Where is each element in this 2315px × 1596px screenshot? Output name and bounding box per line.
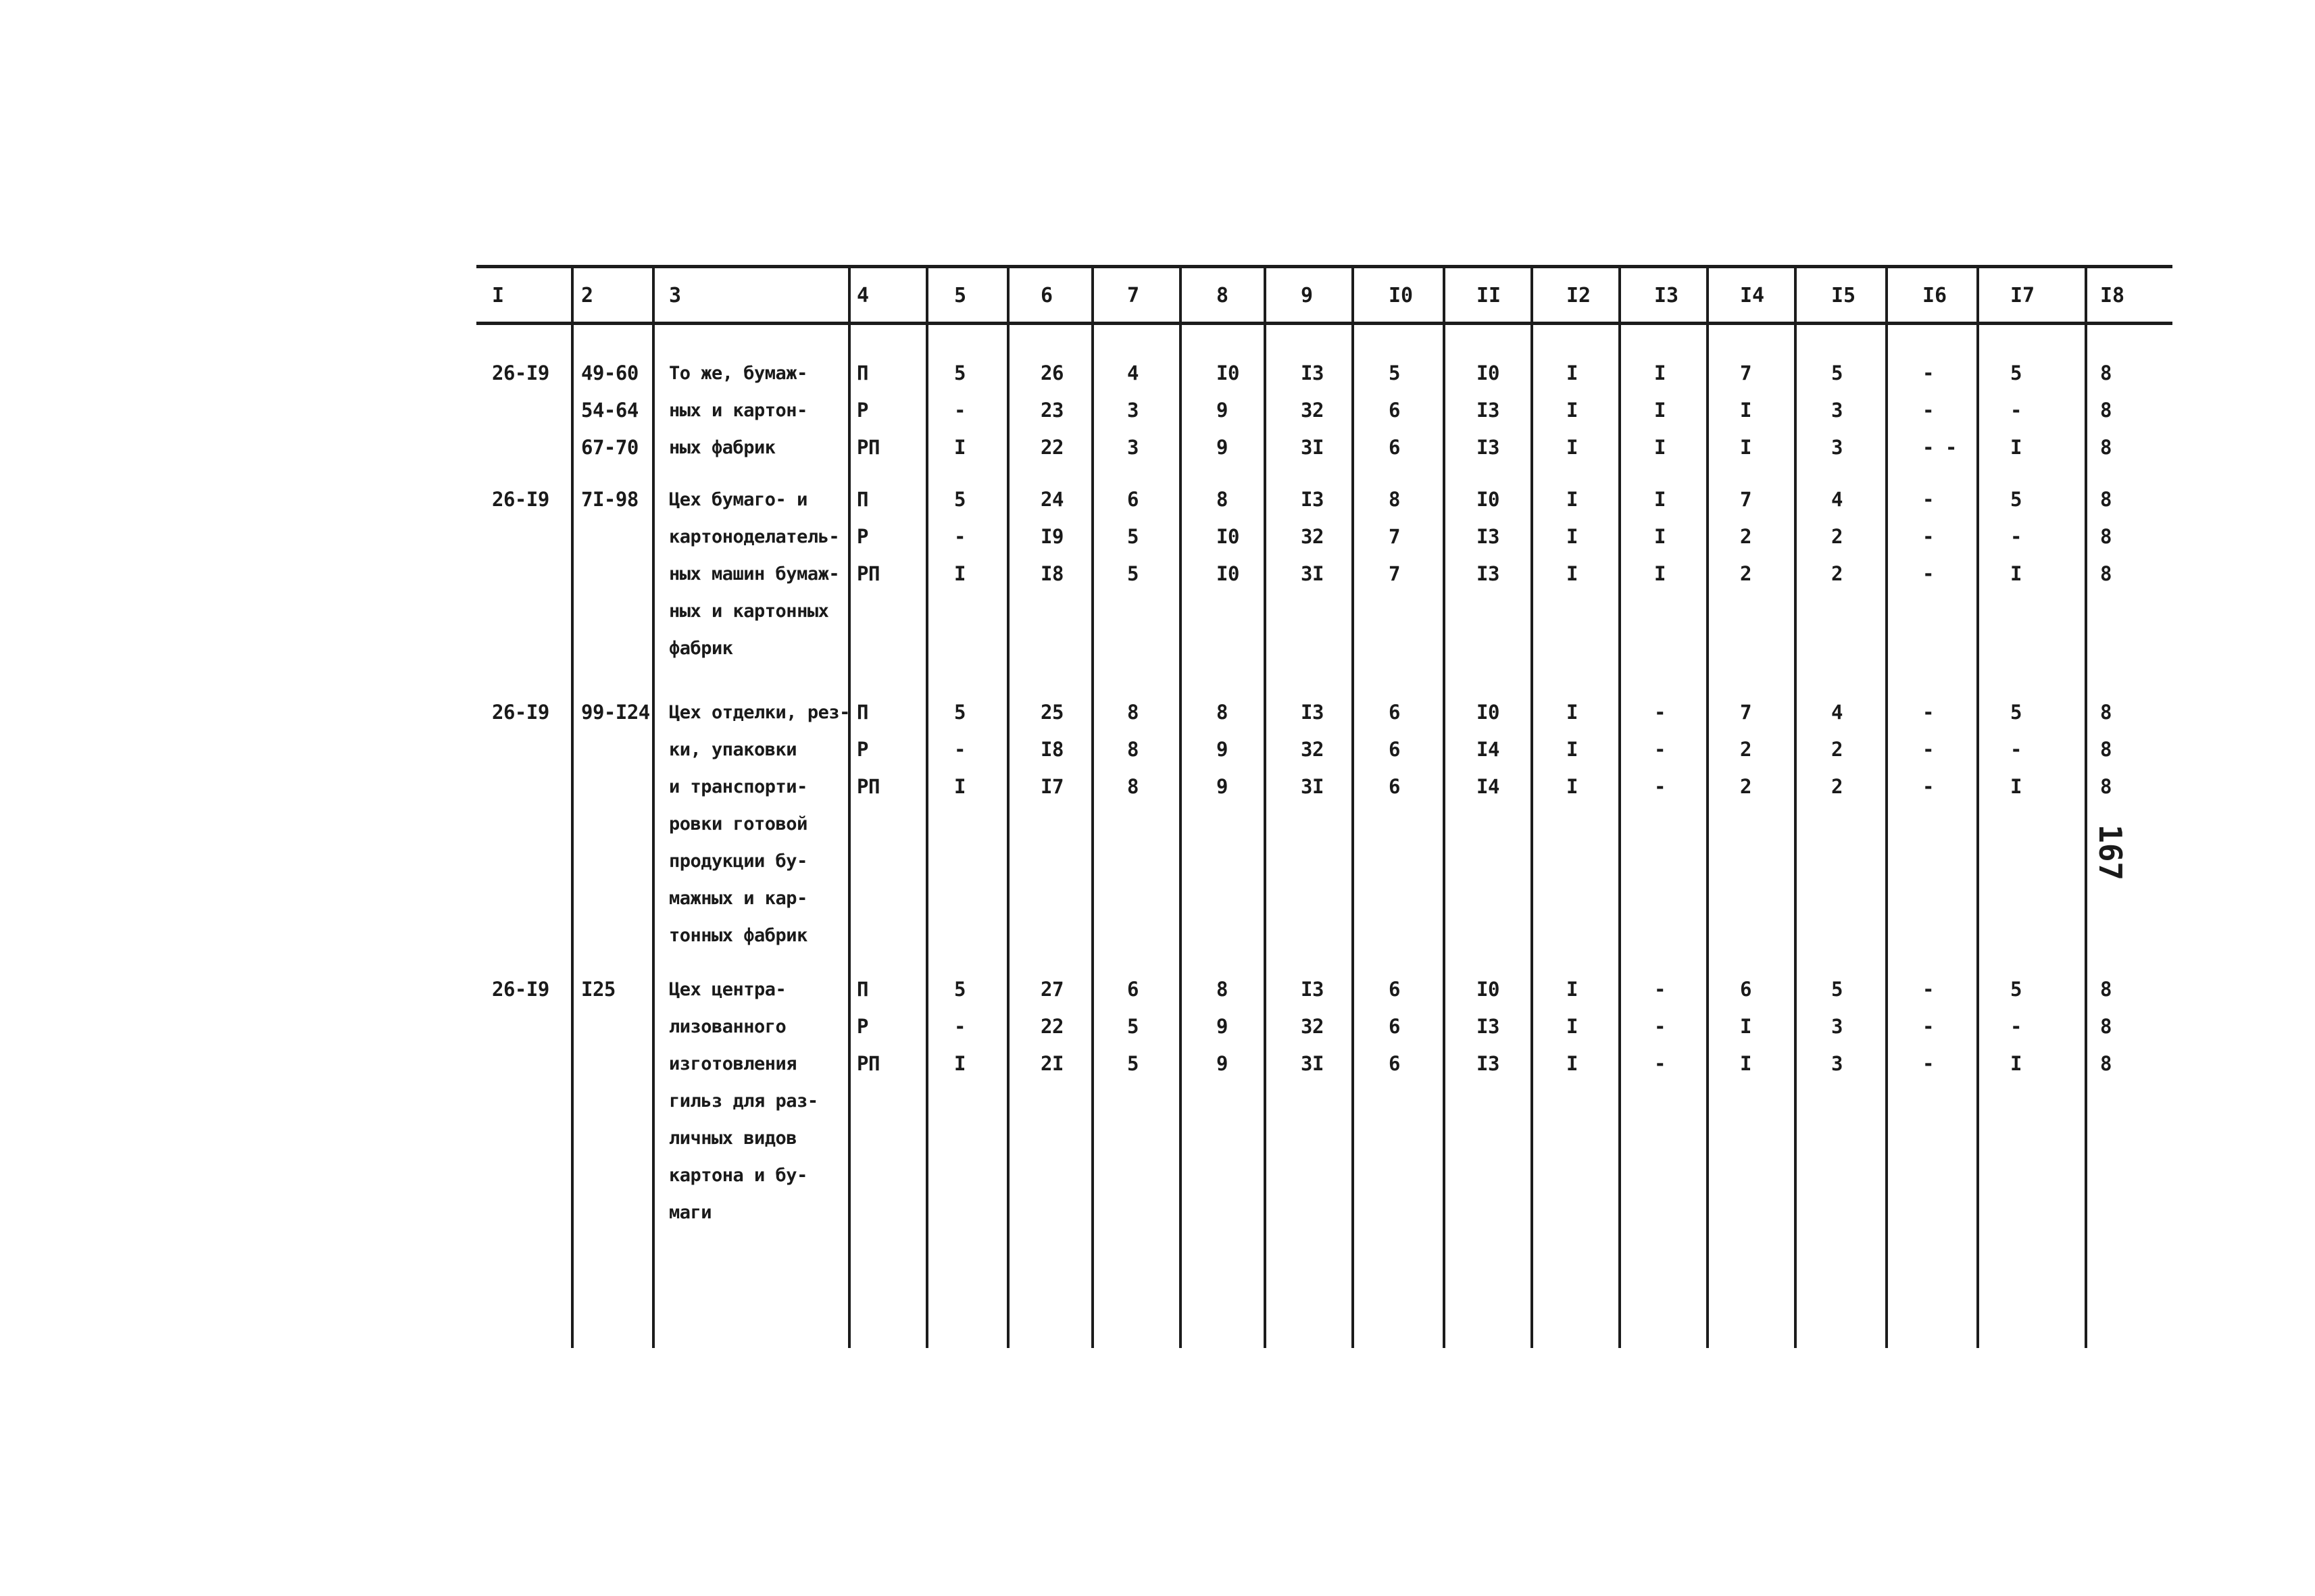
row-description-line: фабрик	[669, 638, 733, 659]
table-cell: 2	[1831, 525, 1843, 548]
table-cell: 7	[1389, 525, 1400, 548]
table-cell: 3	[1127, 399, 1139, 422]
table-cell: I	[1654, 436, 1666, 459]
table-cell: -	[1922, 1015, 1934, 1038]
row-description-line: маги	[669, 1202, 712, 1223]
table-cell: 2	[1740, 525, 1751, 548]
table-cell: I0	[1216, 361, 1239, 384]
column-divider	[1794, 267, 1797, 1348]
column-header-3: 3	[669, 284, 682, 307]
table-cell: I3	[1301, 978, 1324, 1001]
column-header-8: 8	[1216, 284, 1229, 307]
column-header-11: II	[1476, 284, 1501, 307]
table-cell: I	[1566, 775, 1578, 798]
table-cell: 25	[1041, 701, 1064, 724]
column-divider	[1976, 267, 1979, 1348]
row-description-line: продукции бу-	[669, 851, 807, 872]
column-header-9: 9	[1301, 284, 1314, 307]
column-divider	[571, 267, 574, 1348]
table-cell: 5	[954, 361, 966, 384]
table-cell: -	[954, 525, 966, 548]
table-cell: I3	[1476, 399, 1499, 422]
table-cell: 5	[2010, 978, 2022, 1001]
table-cell: 23	[1041, 399, 1064, 422]
table-cell: - -	[1922, 436, 1957, 459]
table-cell: -	[954, 399, 966, 422]
table-cell: 7	[1740, 361, 1751, 384]
table-cell: РП	[857, 775, 880, 798]
table-cell: 32	[1301, 399, 1324, 422]
table-cell: I	[1740, 1052, 1751, 1075]
table-cell: I	[954, 1052, 966, 1075]
row-description-line: Цех центра-	[669, 979, 787, 1000]
column-divider	[1007, 267, 1010, 1348]
table-cell: -	[1654, 738, 1666, 761]
table-cell: I	[1566, 488, 1578, 511]
table-cell: 2	[1740, 562, 1751, 585]
table-cell: I	[1566, 1052, 1578, 1075]
table-cell: 3I	[1301, 775, 1324, 798]
table-cell: -	[1922, 775, 1934, 798]
table-cell: 8	[2100, 738, 2112, 761]
table-cell: РП	[857, 436, 880, 459]
table-cell: 2	[1740, 775, 1751, 798]
column-divider	[2085, 267, 2087, 1348]
table-cell: 5	[1127, 525, 1139, 548]
table-cell: 2I	[1041, 1052, 1064, 1075]
column-divider	[1885, 267, 1888, 1348]
table-cell: 8	[2100, 1015, 2112, 1038]
table-cell: I	[1654, 361, 1666, 384]
table-cell: I0	[1216, 562, 1239, 585]
row-description-line: картона и бу-	[669, 1165, 807, 1186]
row-description-line: тонных фабрик	[669, 925, 807, 946]
row-description-line: и транспорти-	[669, 776, 807, 797]
row-description-line: То же, бумаж-	[669, 363, 807, 384]
table-cell: I3	[1476, 1052, 1499, 1075]
table-cell: 9	[1216, 399, 1228, 422]
table-cell: 6	[1389, 1015, 1400, 1038]
table-cell: -	[1922, 1052, 1934, 1075]
table-cell: I0	[1476, 488, 1499, 511]
table-cell: I4	[1476, 738, 1499, 761]
column-header-15: I5	[1831, 284, 1856, 307]
table-cell: П	[857, 361, 868, 384]
table-cell: 8	[2100, 525, 2112, 548]
table-cell: 3I	[1301, 562, 1324, 585]
table-cell: I	[1566, 738, 1578, 761]
column-header-10: I0	[1389, 284, 1414, 307]
table-cell: -	[2010, 525, 2022, 548]
column-header-5: 5	[954, 284, 967, 307]
column-header-1: I	[492, 284, 505, 307]
column-divider	[1618, 267, 1621, 1348]
table-cell: I	[2010, 775, 2022, 798]
table-cell: Р	[857, 738, 868, 761]
table-cell: Р	[857, 399, 868, 422]
table-cell: I	[2010, 562, 2022, 585]
table-cell: Р	[857, 525, 868, 548]
table-cell: -	[1654, 701, 1666, 724]
row-description-line: гильз для раз-	[669, 1091, 818, 1112]
table-cell: 6	[1389, 775, 1400, 798]
table-cell: 8	[2100, 1052, 2112, 1075]
row-description-line: ных и картон-	[669, 400, 807, 421]
row-description-line: личных видов	[669, 1128, 797, 1149]
table-cell: 6	[1389, 1052, 1400, 1075]
table-cell: I3	[1476, 436, 1499, 459]
table-cell: 8	[2100, 701, 2112, 724]
table-cell: I9	[1041, 525, 1064, 548]
table-cell: 8	[2100, 488, 2112, 511]
column-divider	[1351, 267, 1354, 1348]
table-cell: 8	[1216, 978, 1228, 1001]
table-cell: 2	[1740, 738, 1751, 761]
column-header-17: I7	[2010, 284, 2035, 307]
table-cell: 8	[2100, 436, 2112, 459]
row-description-line: Цех отделки, рез-	[669, 702, 850, 723]
table-cell: 3	[1831, 1052, 1843, 1075]
table-cell: I3	[1301, 361, 1324, 384]
table-cell: 5	[954, 978, 966, 1001]
column-divider	[1443, 267, 1445, 1348]
table-cell: -	[2010, 1015, 2022, 1038]
table-cell: -	[1654, 1052, 1666, 1075]
table-cell: I	[1654, 562, 1666, 585]
table-cell: 67-70	[581, 436, 639, 459]
table-cell: I	[1566, 399, 1578, 422]
table-cell: 8	[2100, 399, 2112, 422]
table-cell: 54-64	[581, 399, 639, 422]
table-cell: -	[954, 1015, 966, 1038]
table-cell: 32	[1301, 1015, 1324, 1038]
table-cell: 9	[1216, 1015, 1228, 1038]
row-description-line: лизованного	[669, 1016, 787, 1037]
table-cell: 8	[2100, 775, 2112, 798]
table-cell: 5	[1127, 1015, 1139, 1038]
column-header-16: I6	[1922, 284, 1947, 307]
table-cell: 22	[1041, 1015, 1064, 1038]
table-cell: -	[1922, 562, 1934, 585]
table-cell: 26-I9	[492, 978, 549, 1001]
table-cell: I3	[1476, 562, 1499, 585]
table-cell: 26-I9	[492, 701, 549, 724]
table-cell: I0	[1476, 361, 1499, 384]
table-cell: I3	[1476, 1015, 1499, 1038]
table-cell: 7	[1740, 488, 1751, 511]
row-description-line: ных машин бумаж-	[669, 564, 840, 584]
table-cell: 9	[1216, 738, 1228, 761]
table-cell: -	[1922, 488, 1934, 511]
table-cell: 5	[2010, 701, 2022, 724]
row-description-line: ки, упаковки	[669, 739, 797, 760]
table-cell: 8	[2100, 361, 2112, 384]
table-cell: 5	[1831, 361, 1843, 384]
table-cell: 7I-98	[581, 488, 639, 511]
table-cell: I	[1654, 488, 1666, 511]
table-cell: I	[1654, 399, 1666, 422]
table-cell: -	[1922, 701, 1934, 724]
table-cell: 22	[1041, 436, 1064, 459]
table-cell: I	[1566, 562, 1578, 585]
row-description-line: мажных и кар-	[669, 888, 807, 909]
table-cell: 6	[1389, 701, 1400, 724]
table-cell: I0	[1216, 525, 1239, 548]
table-cell: -	[1922, 738, 1934, 761]
table-cell: 3I	[1301, 436, 1324, 459]
table-cell: 5	[954, 488, 966, 511]
table-cell: 8	[2100, 562, 2112, 585]
table-cell: -	[954, 738, 966, 761]
column-header-4: 4	[857, 284, 870, 307]
table-cell: 6	[1389, 436, 1400, 459]
table-cell: I	[1740, 436, 1751, 459]
table-cell: I	[954, 775, 966, 798]
table-cell: 4	[1831, 701, 1843, 724]
table-cell: 8	[1127, 738, 1139, 761]
table-cell: I	[1654, 525, 1666, 548]
column-header-14: I4	[1740, 284, 1765, 307]
table-cell: 2	[1831, 562, 1843, 585]
table-cell: 49-60	[581, 361, 639, 384]
table-cell: 27	[1041, 978, 1064, 1001]
column-header-13: I3	[1654, 284, 1679, 307]
row-description-line: картоноделатель-	[669, 526, 840, 547]
table-cell: I3	[1301, 488, 1324, 511]
table-top-rule	[476, 265, 2172, 268]
table-cell: I	[2010, 436, 2022, 459]
table-cell: 6	[1389, 978, 1400, 1001]
table-cell: 6	[1389, 399, 1400, 422]
table-cell: -	[1922, 361, 1934, 384]
table-cell: 9	[1216, 436, 1228, 459]
table-cell: 3I	[1301, 1052, 1324, 1075]
table-cell: РП	[857, 562, 880, 585]
table-cell: 6	[1389, 738, 1400, 761]
table-cell: I	[1566, 436, 1578, 459]
column-divider	[1530, 267, 1533, 1348]
table-cell: -	[1922, 399, 1934, 422]
table-cell: 8	[1127, 775, 1139, 798]
table-cell: 2	[1831, 775, 1843, 798]
column-divider	[652, 267, 655, 1348]
table-cell: I	[1566, 701, 1578, 724]
table-cell: I	[1566, 1015, 1578, 1038]
table-cell: I0	[1476, 978, 1499, 1001]
table-cell: 5	[1389, 361, 1400, 384]
table-cell: П	[857, 488, 868, 511]
table-cell: 5	[954, 701, 966, 724]
table-cell: 26	[1041, 361, 1064, 384]
column-divider	[1264, 267, 1266, 1348]
column-divider	[926, 267, 928, 1348]
column-divider	[1091, 267, 1094, 1348]
table-cell: 3	[1831, 1015, 1843, 1038]
row-description-line: изготовления	[669, 1053, 797, 1074]
table-cell: -	[1922, 978, 1934, 1001]
table-cell: 8	[2100, 978, 2112, 1001]
table-cell: П	[857, 978, 868, 1001]
table-cell: I	[1566, 361, 1578, 384]
table-cell: -	[1654, 775, 1666, 798]
table-cell: I	[1566, 978, 1578, 1001]
table-cell: 7	[1389, 562, 1400, 585]
table-cell: 3	[1127, 436, 1139, 459]
table-cell: -	[1922, 525, 1934, 548]
table-cell: 5	[2010, 488, 2022, 511]
table-cell: I	[1740, 399, 1751, 422]
table-cell: I	[1740, 1015, 1751, 1038]
column-header-7: 7	[1127, 284, 1140, 307]
table-cell: 9	[1216, 775, 1228, 798]
row-description-line: ных фабрик	[669, 437, 776, 458]
table-cell: I8	[1041, 738, 1064, 761]
column-header-2: 2	[581, 284, 594, 307]
table-cell: I	[954, 436, 966, 459]
table-cell: I8	[1041, 562, 1064, 585]
table-cell: 2	[1831, 738, 1843, 761]
table-cell: 99-I24	[581, 701, 650, 724]
table-cell: 4	[1831, 488, 1843, 511]
table-cell: 24	[1041, 488, 1064, 511]
table-cell: 9	[1216, 1052, 1228, 1075]
table-cell: 3	[1831, 399, 1843, 422]
table-cell: 8	[1127, 701, 1139, 724]
column-header-18: I8	[2100, 284, 2125, 307]
column-divider	[848, 267, 851, 1348]
column-header-6: 6	[1041, 284, 1053, 307]
row-description-line: ровки готовой	[669, 814, 807, 834]
table-cell: 6	[1127, 488, 1139, 511]
table-cell: 5	[1127, 1052, 1139, 1075]
table-cell: -	[1654, 1015, 1666, 1038]
table-cell: 26-I9	[492, 361, 549, 384]
table-header-rule	[476, 322, 2172, 325]
table-cell: -	[2010, 738, 2022, 761]
table-cell: 8	[1216, 701, 1228, 724]
table-cell: 6	[1127, 978, 1139, 1001]
table-cell: 8	[1216, 488, 1228, 511]
table-cell: 26-I9	[492, 488, 549, 511]
table-cell: 5	[2010, 361, 2022, 384]
page-number: 167	[2092, 824, 2129, 881]
row-description-line: ных и картонных	[669, 601, 829, 622]
table-cell: РП	[857, 1052, 880, 1075]
table-cell: Р	[857, 1015, 868, 1038]
table-cell: 4	[1127, 361, 1139, 384]
table-cell: 32	[1301, 525, 1324, 548]
table-cell: 8	[1389, 488, 1400, 511]
table-cell: I	[954, 562, 966, 585]
table-cell: 5	[1127, 562, 1139, 585]
table-cell: П	[857, 701, 868, 724]
table-cell: I4	[1476, 775, 1499, 798]
table-cell: I	[1566, 525, 1578, 548]
column-header-12: I2	[1566, 284, 1591, 307]
column-divider	[1179, 267, 1182, 1348]
table-cell: -	[2010, 399, 2022, 422]
table-cell: I	[2010, 1052, 2022, 1075]
table-cell: I3	[1301, 701, 1324, 724]
table-cell: I7	[1041, 775, 1064, 798]
table-cell: 5	[1831, 978, 1843, 1001]
table-cell: 7	[1740, 701, 1751, 724]
table-cell: I3	[1476, 525, 1499, 548]
column-divider	[1706, 267, 1709, 1348]
table-cell: 6	[1740, 978, 1751, 1001]
table-cell: I25	[581, 978, 616, 1001]
table-cell: I0	[1476, 701, 1499, 724]
table-cell: -	[1654, 978, 1666, 1001]
row-description-line: Цех бумаго- и	[669, 489, 807, 510]
table-cell: 32	[1301, 738, 1324, 761]
table-cell: 3	[1831, 436, 1843, 459]
